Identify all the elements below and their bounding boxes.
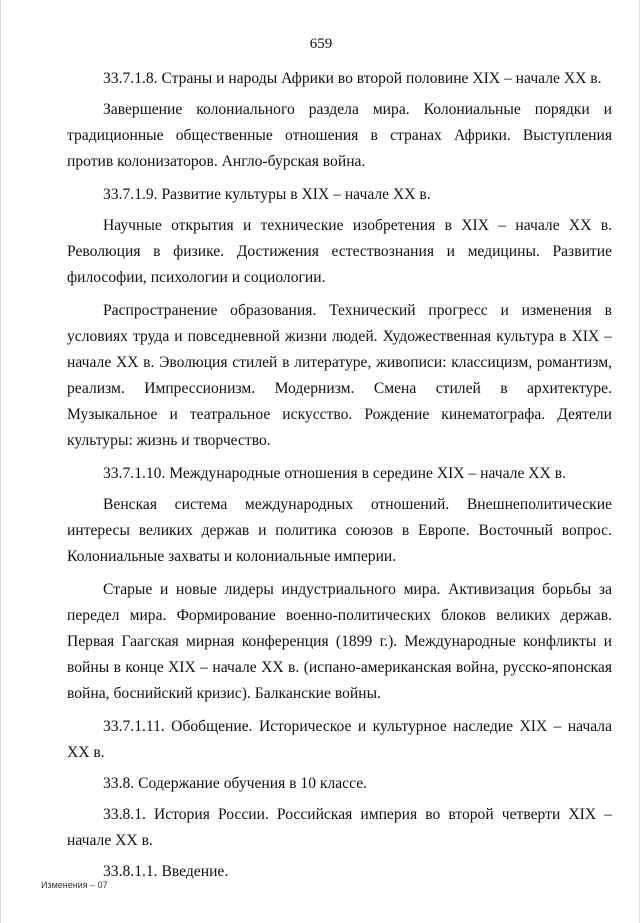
footer-revision-note: Изменения – 07 [41, 880, 108, 890]
page-content [67, 66, 612, 890]
section-heading-grade-10: 33.8. Содержание обучения в 10 классе. [103, 775, 368, 792]
page-number: 659 [309, 36, 333, 52]
paragraph-africa-colonial: Завершение колониального раздела мира. Колониальные порядки и традиционные общественные отношения в странах Африки. Выступления против колонизаторов. Англо-бурская война. [67, 101, 612, 170]
section-heading-international: 33.7.1.10. Международные отношения в середине XIX – начале XX в. [103, 465, 566, 482]
section-heading-culture: 33.7.1.9. Развитие культуры в XIX – начале XX в. [103, 186, 431, 203]
section-heading-africa: 33.7.1.8. Страны и народы Африки во второй половине XIX – начале XX в. [103, 70, 602, 87]
section-heading-summary: 33.7.1.11. Обобщение. Историческое и культурное наследие XIX – начала XX в. [67, 718, 612, 761]
paragraph-science: Научные открытия и технические изобретения в XIX – начале XX в. Революция в физике. Достижения естествознания и медицины. Развитие философии, психологии и социологии. [67, 217, 612, 286]
section-heading-introduction: 33.8.1.1. Введение. [103, 863, 229, 880]
paragraph-vienna-system: Венская система международных отношений. Внешнеполитические интересы великих держав и политика союзов в Европе. Восточный вопрос. Колониальные захваты и колониальные империи. [67, 496, 612, 565]
paragraph-education-arts: Распространение образования. Технический прогресс и изменения в условиях труда и повседневной жизни людей. Художественная культура в XIX – начале XX в. Эволюция стилей в литературе, живописи: классицизм, романтизм, реализм. Импрессионизм. Модернизм. Смена стилей в архитектуре. Музыкальное и театральное искусство. Рождение кинематографа. Деятели культуры: жизнь и творчество. [67, 302, 612, 449]
section-heading-russia-history: 33.8.1. История России. Российская империя во второй четверти XIX – начале XX в. [67, 806, 612, 849]
paragraph-industrial-leaders: Старые и новые лидеры индустриального мира. Активизация борьбы за передел мира. Формирование военно-политических блоков великих держав. Первая Гаагская мирная конференция (1899 г.). Международные конфликты и войны в конце XIX – начале XX в. (испано-американская война, русско-японская война, боснийский кризис). Балканские войны. [67, 581, 612, 702]
